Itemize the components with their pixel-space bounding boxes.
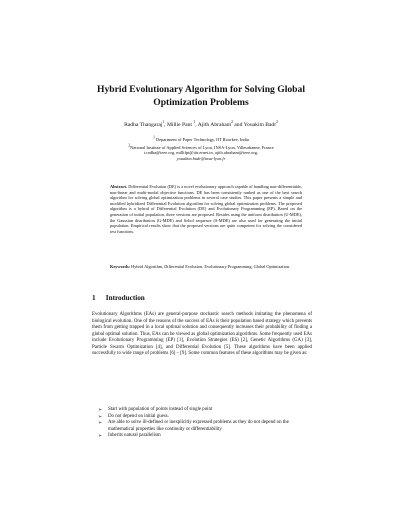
list-item-text: Inherits natural parallelism: [108, 433, 161, 439]
title-line-1: Hybrid Evolutionary Algorithm for Solving Global: [97, 84, 305, 95]
author-name: Millie Pant: [166, 122, 192, 128]
keywords: [110, 264, 302, 270]
affiliation-text: Department of Paper Technology, IIT Roorkee, India: [156, 137, 249, 142]
title-line-2: Optimization Problems: [153, 96, 249, 108]
list-item-text: Are able to solve ill-defined or inexplicitly expressed problems as they do not depend on the mathematical properties like continuity or differentiability: [108, 420, 289, 432]
list-item-text: Do not depend on initial guess.: [108, 413, 169, 419]
arrow-bullet-icon: ➢: [98, 420, 103, 427]
author-affiliation-mark: 2: [231, 120, 233, 125]
paper-title: [90, 84, 312, 109]
intro-paragraph: Evolutionary Algorithms (EAs) are general-purpose stochastic search methods imitating the phenomena of biological evolution. One of the reasons of the success of EAs is their population based strategy which prevents them from getting trapped in a local optimal solution and consequently increases their probability of finding a global optimal solution. Thus, EAs can be viewed as global optimization algorithms. Some frequently used EAs include Evolutionary Programming (EP) [1], Evolution Strategies (ES) [2], Genetic Algorithms (GA) [3], Particle Swarm Optimization [4], and Differential Evolution [5]. These algorithms have been applied successfully to wide range of problems [6] – [9]. Some common features of these algorithms may be given as:: [92, 312, 312, 357]
author-affiliation-mark: 1: [162, 120, 165, 125]
email-line: youakim.badr@insa-lyon.fr: [176, 155, 226, 161]
abstract-label: Abstract.: [110, 184, 128, 189]
author-affiliation-mark: 2: [276, 120, 278, 125]
abstract-text: Differential Evolution (DE) is a novel evolutionary approach capable of handling non-differentiable, non-linear and multi-modal objective functions. DE has been consistently ranked as one of the best search algorithm for solving global optimization problems in several case studies. This paper presents a simple and modified hybridized Differential Evolution algorithm for solving global optimization problems. The proposed algorithm is a hybrid of Differential Evolution (DE) and Evolutionary Programming (EP). Based on the generation of initial population, three versions are proposed. Besides using the uniform distribution (U-MDE), the Gaussian distribution (G-MDE) and Sobol sequence (S-MDE) are also used for generating the initial population. Empirical results show that the proposed versions are quite competent for solving the considered test functions.: [110, 184, 302, 234]
affiliation-1: [90, 137, 312, 143]
keywords-text: Hybrid Algorithm, Differential Evolution, Evolutionary Programming, Global Optimization.: [131, 264, 291, 269]
affiliation-block: [90, 137, 312, 161]
list-item: [98, 420, 312, 433]
affiliation-mark: 2: [128, 143, 131, 148]
list-item-text: Start with population of points instead of single point: [108, 407, 213, 412]
author-list: Radha Thangaraj$^1$, Millie Pant $^1$, Ajith Abraham$^2$ and Youakim Badr$^2$: [124, 120, 278, 128]
email-line: t.radha@ieee.org, millifpt@iitr.ernet.in, ajith.abraham@ieee.org,: [143, 150, 258, 156]
arrow-bullet-icon: ➢: [98, 413, 103, 420]
section-title: Introduction: [105, 294, 145, 302]
keywords-label: Keywords:: [110, 264, 131, 269]
author-name: Ajith Abraham: [197, 122, 232, 128]
author-affiliation-mark: 1: [193, 120, 196, 125]
abstract: [110, 184, 302, 234]
author-name: Radha Thangaraj: [124, 122, 163, 128]
affiliation-mark: 1: [153, 135, 155, 140]
arrow-bullet-icon: ➢: [98, 433, 103, 440]
arrow-bullet-icon: ➢: [98, 407, 103, 413]
section-heading: [92, 294, 312, 303]
feature-list: [98, 407, 312, 440]
author-name: Youakim Badr: [243, 122, 277, 128]
section-number: 1: [92, 294, 96, 302]
list-item: [98, 433, 312, 440]
affiliation-text: National Institute of Applied Sciences of Lyon, INSA-Lyon, Villeurbanne, France: [130, 144, 274, 150]
